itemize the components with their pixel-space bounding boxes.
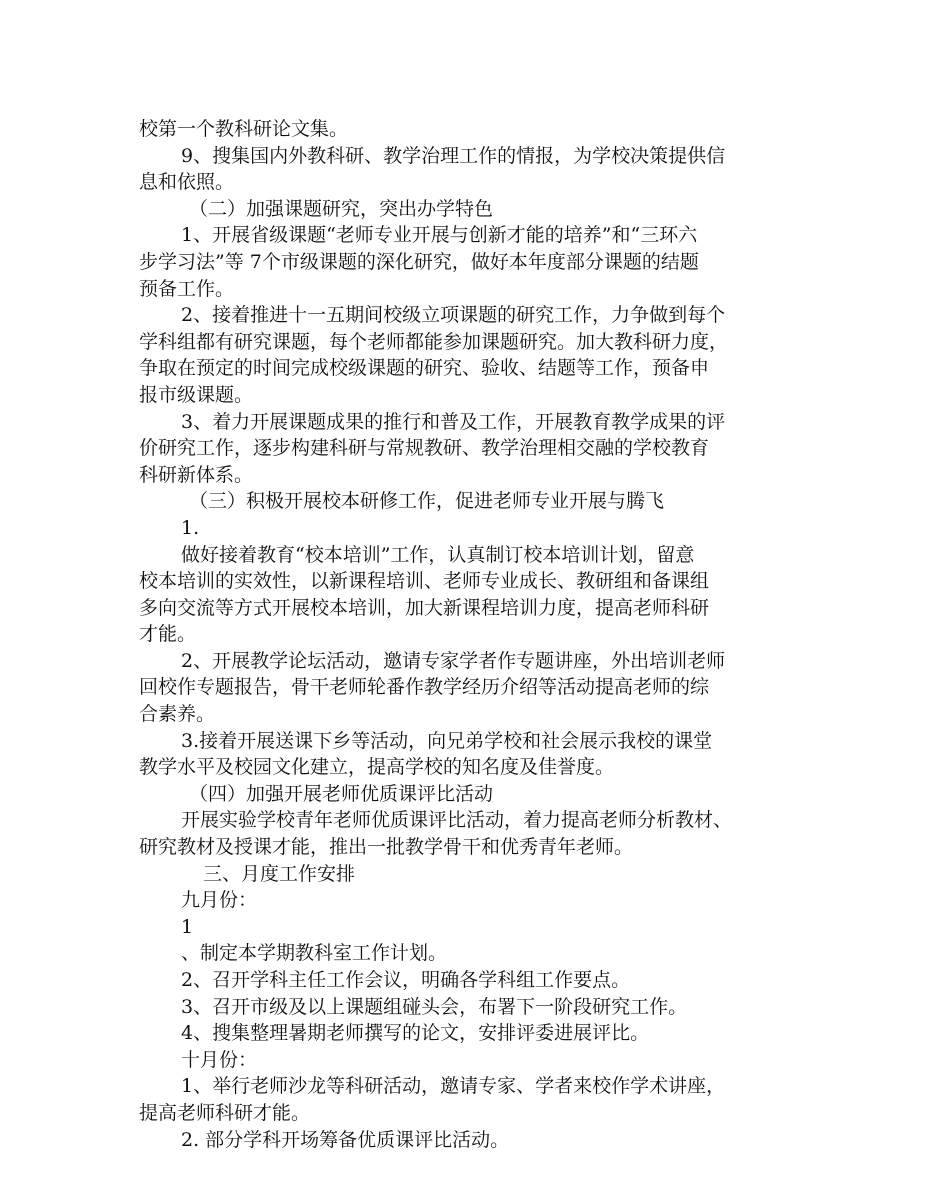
text-line: 3、召开市级及以上课题组碰头会，布署下一阶段研究工作。	[181, 995, 688, 1018]
text-line: 1、举行老师沙龙等科研活动，邀请专家、学者来校作学术讲座，	[181, 1075, 726, 1098]
text-line: 1.	[181, 516, 200, 539]
text-line: 2、召开学科主任工作会议，明确各学科组工作要点。	[181, 969, 631, 991]
text-line: 、制定本学期教科室工作计划。	[181, 942, 448, 965]
month-heading: 九月份：	[181, 889, 258, 912]
text-line: 争取在预定的时间完成校级课题的研究、验收、结题等工作，预备申	[139, 357, 710, 380]
document-body	[139, 116, 829, 1153]
text-line: 2、接着推进十一五期间校级立项课题的研究工作，力争做到每个	[181, 304, 726, 327]
section-heading: （二）加强课题研究，突出办学特色	[189, 197, 494, 220]
section-heading: （四）加强开展老师优质课评比活动	[189, 782, 494, 805]
text-line: 4、搜集整理暑期老师撰写的论文，安排评委进展评比。	[181, 1022, 650, 1045]
text-line: 步学习法”等 7个市级课题的深化研究，做好本年度部分课题的结题	[139, 250, 699, 273]
month-heading: 十月份：	[181, 1048, 258, 1071]
text-line: 科研新体系。	[139, 463, 254, 486]
text-line: 学科组都有研究课题，每个老师都能参加课题研究。加大教科研力度，	[139, 330, 729, 353]
text-line: 3.接着开展送课下乡等活动，向兄弟学校和社会展示我校的课堂	[181, 729, 713, 752]
text-line: 才能。	[139, 623, 197, 646]
text-line: 9、搜集国内外教科研、教学治理工作的情报，为学校决策提供信	[181, 144, 726, 167]
text-line: 回校作专题报告，骨干老师轮番作教学经历介绍等活动提高老师的综	[139, 676, 710, 699]
text-line: 教学水平及校园文化建立，提高学校的知名度及佳誉度。	[139, 756, 615, 779]
text-line: 2、开展教学论坛活动，邀请专家学者作专题讲座，外出培训老师	[181, 649, 726, 672]
text-line: 研究教材及授课才能，推出一批教学骨干和优秀青年老师。	[139, 836, 634, 859]
text-line: 价研究工作，逐步构建科研与常规教研、教学治理相交融的学校教育	[139, 437, 710, 460]
text-line: 2. 部分学科开场筹备优质课评比活动。	[181, 1128, 510, 1151]
text-line: 息和依照。	[139, 171, 235, 194]
text-line: 报市级课题。	[139, 383, 254, 406]
section-heading: 三、月度工作安排	[203, 862, 356, 885]
section-heading: （三）积极开展校本研修工作，促进老师专业开展与腾飞	[189, 490, 665, 513]
text-line: 预备工作。	[139, 277, 235, 300]
text-line: 开展实验学校青年老师优质课评比活动，着力提高老师分析教材、	[181, 809, 733, 832]
text-line: 合素养。	[139, 703, 216, 726]
text-line: 3、着力开展课题成果的推行和普及工作，开展教育教学成果的评	[181, 410, 726, 433]
text-line: 多向交流等方式开展校本培训，加大新课程培训力度，提高老师科研	[139, 596, 710, 619]
text-line: 校第一个教科研论文集。	[139, 118, 349, 140]
text-line: 提高老师科研才能。	[139, 1101, 311, 1124]
text-line: 1、开展省级课题“老师专业开展与创新才能的培养”和“三环六	[181, 224, 698, 247]
text-line: 1	[181, 915, 194, 938]
text-line: 校本培训的实效性，以新课程培训、老师专业成长、教研组和备课组	[139, 570, 710, 593]
text-line: 做好接着教育“校本培训”工作，认真制订校本培训计划，留意	[181, 543, 695, 566]
